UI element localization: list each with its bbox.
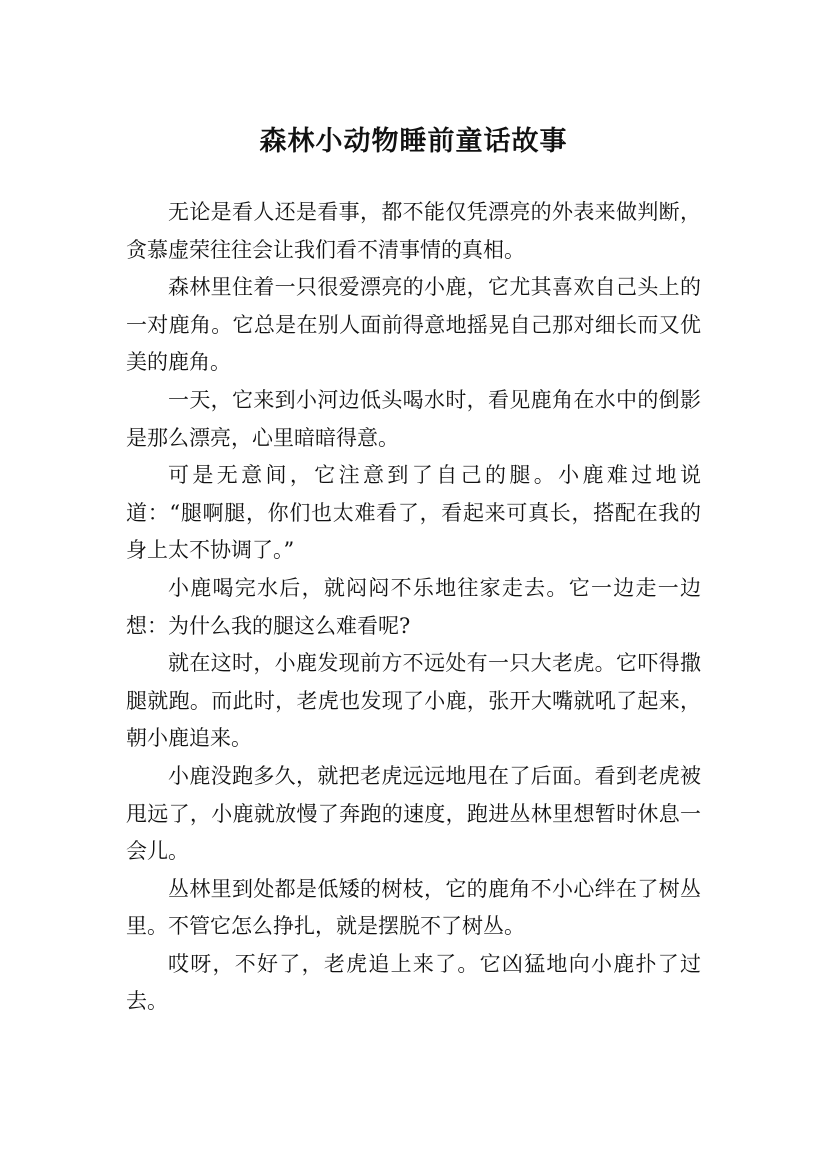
paragraph-1: 无论是看人还是看事，都不能仅凭漂亮的外表来做判断，贪慕虚荣往往会让我们看不清事情的真相。	[126, 200, 701, 262]
paragraph-6: 就在这时，小鹿发现前方不远处有一只大老虎。它吓得撒腿就跑。而此时，老虎也发现了小鹿，张开大嘴就吼了起来，朝小鹿追来。	[126, 651, 701, 751]
page-title: 森林小动物睡前童话故事	[259, 126, 568, 158]
paragraph-3: 一天，它来到小河边低头喝水时，看见鹿角在水中的倒影是那么漂亮，心里暗暗得意。	[126, 387, 701, 450]
paragraph-2: 森林里住着一只很爱漂亮的小鹿，它尤其喜欢自己头上的一对鹿角。它总是在别人面前得意地摇晃自己那对细长而又优美的鹿角。	[126, 275, 701, 375]
story-body	[126, 194, 701, 1021]
paragraph-8: 丛林里到处都是低矮的树枝，它的鹿角不小心绊在了树丛里。不管它怎么挣扎，就是摆脱不了树丛。	[126, 876, 701, 939]
paragraph-9: 哎呀，不好了，老虎追上来了。它凶猛地向小鹿扑了过去。	[126, 951, 701, 1014]
paragraph-5: 小鹿喝完水后，就闷闷不乐地往家走去。它一边走一边想：为什么我的腿这么难看呢?	[126, 575, 701, 638]
paragraph-4: 可是无意间，它注意到了自己的腿。小鹿难过地说道：“腿啊腿，你们也太难看了，看起来可真长，搭配在我的身上太不协调了。”	[126, 463, 701, 563]
paragraph-7: 小鹿没跑多久，就把老虎远远地甩在了后面。看到老虎被甩远了，小鹿就放慢了奔跑的速度，跑进丛林里想暂时休息一会儿。	[126, 763, 701, 864]
